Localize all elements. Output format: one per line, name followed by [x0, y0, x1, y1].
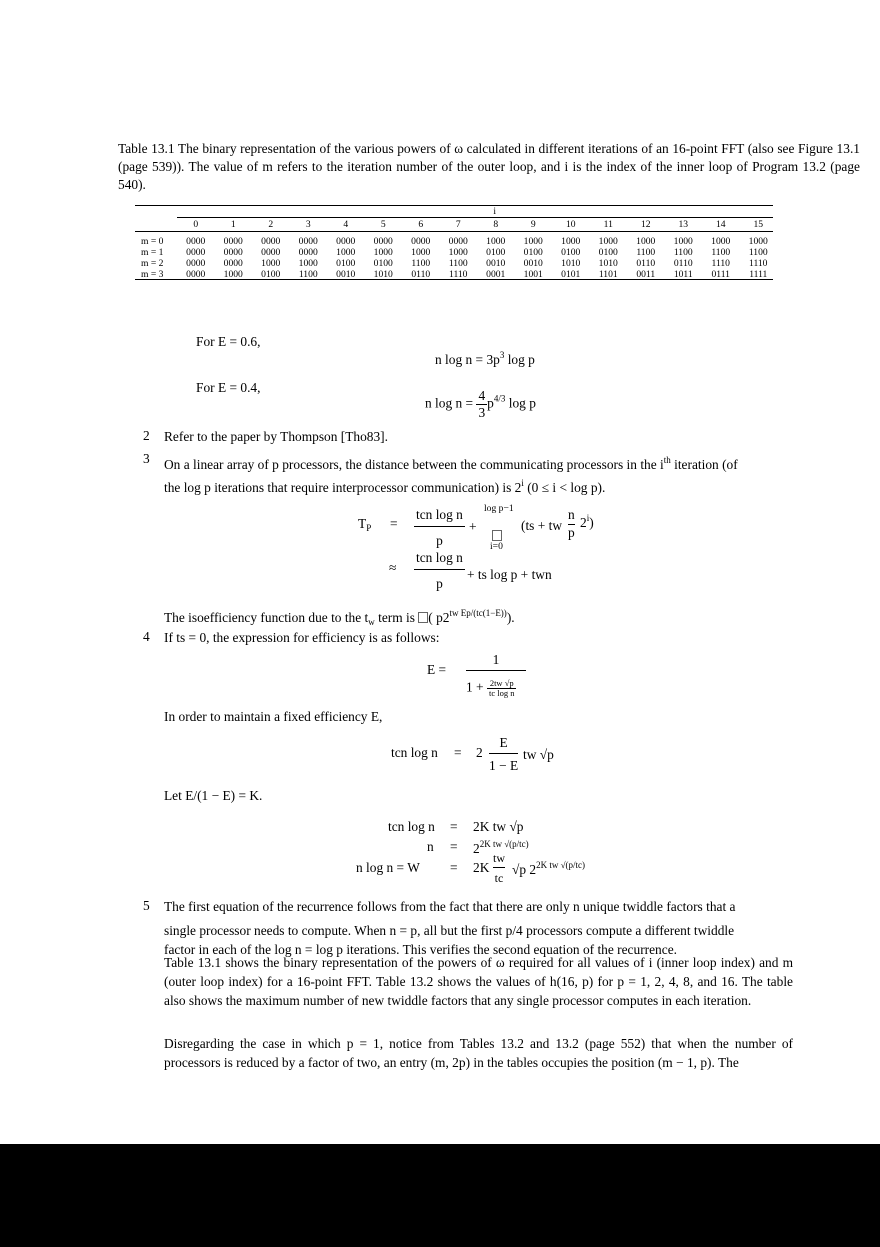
- column-header: 8: [493, 219, 499, 230]
- sys2-equals: =: [450, 839, 458, 854]
- fixed-lhs: tcn log n: [391, 745, 438, 760]
- e-den-frac-num: 2tw √p: [489, 678, 514, 688]
- sys3-frac-den: tc: [493, 867, 505, 886]
- table-cell: 1000: [561, 236, 581, 247]
- table-cell: 0100: [336, 258, 356, 269]
- table-cell: 1000: [486, 236, 506, 247]
- note-number-2: 2: [143, 428, 150, 443]
- e06-lhs: n log n = 3p: [435, 352, 500, 367]
- e04-p: p: [487, 395, 494, 411]
- table-cell: 0110: [636, 258, 656, 269]
- table-cell: 1000: [298, 258, 318, 269]
- table-cell: 1100: [411, 258, 431, 269]
- fixed-equals: =: [454, 745, 462, 760]
- column-header: 13: [678, 219, 689, 230]
- isoefficiency-text: [164, 604, 515, 631]
- table-cell: 0110: [673, 258, 693, 269]
- fixed-fraction: [489, 735, 518, 774]
- e04-fraction: [476, 388, 487, 421]
- sys3-fraction: [493, 851, 505, 886]
- tp-lhs: [358, 516, 371, 533]
- table-cell: 1000: [448, 247, 468, 258]
- table-cell: 1000: [711, 236, 731, 247]
- column-header: 0: [193, 219, 199, 230]
- table-cell: 0100: [598, 247, 618, 258]
- column-header: 15: [753, 219, 764, 230]
- e-den-frac: [487, 679, 517, 698]
- column-header: 4: [343, 219, 349, 230]
- fixed-frac-den: 1 − E: [489, 753, 518, 774]
- column-header: 1: [230, 219, 236, 230]
- table-cell: 0000: [448, 236, 468, 247]
- table-cell: 1110: [711, 258, 730, 269]
- fixed-tail: tw √p: [523, 747, 554, 762]
- note-3-text: [164, 451, 804, 497]
- approx-tail: + ts log p + twn: [467, 567, 552, 582]
- bottom-black-band: [0, 1144, 880, 1247]
- table-cell: 0100: [523, 247, 543, 258]
- sys1-equals: =: [450, 819, 458, 834]
- iso-part: The isoefficiency function due to the t: [164, 610, 369, 625]
- note-3-part: iteration (of: [670, 457, 738, 472]
- table-cell: 1010: [561, 258, 581, 269]
- sys3-base: √p 2: [512, 862, 537, 877]
- tp-frac-num: tcn log n: [416, 507, 463, 522]
- column-header: 11: [603, 219, 613, 230]
- table-caption: Table 13.1 The binary representation of the various powers of ω calculated in different iterations of an 16-point FFT (also see Figure 13.1 (page 539)). The value of m refers to the iteration number of the outer loop, and i is the index of the inner loop of Program 13.2 (page 540).: [118, 141, 860, 192]
- table-cell: 0000: [261, 247, 281, 258]
- sum-term: (ts + tw: [521, 518, 563, 533]
- iso-part: ).: [506, 610, 515, 625]
- table-cell: 0000: [186, 247, 206, 258]
- table-cell: 1000: [673, 236, 693, 247]
- column-header: 5: [380, 219, 386, 230]
- sum-frac-num: n: [568, 507, 575, 522]
- sum-lower-limit: i=0: [490, 541, 503, 552]
- table-cell: 0100: [373, 258, 393, 269]
- table-cell: 0100: [561, 247, 581, 258]
- column-header: 3: [305, 219, 311, 230]
- table-cell: 0000: [261, 236, 281, 247]
- note-5-line-3: factor in each of the log n = log p iterations. This verifies the second equation of the recurrence.: [164, 942, 677, 957]
- note-3-sup: i: [521, 478, 524, 488]
- missing-glyph-icon: [492, 530, 502, 541]
- note-number-3: 3: [143, 451, 150, 466]
- table-row: [135, 236, 773, 247]
- column-header: 7: [455, 219, 461, 230]
- table-cell: 0010: [486, 258, 506, 269]
- note-4-text: If ts = 0, the expression for efficiency is as follows:: [164, 630, 440, 645]
- table-cell: 1100: [748, 247, 768, 258]
- note-3-sup: th: [663, 455, 671, 465]
- note-number-5: 5: [143, 898, 150, 913]
- table-cell: 1000: [636, 236, 656, 247]
- table-cell: 1000: [373, 247, 393, 258]
- sys3-frac-num: tw: [493, 851, 505, 865]
- sys3-tail: [512, 860, 585, 878]
- table-cell: 0010: [523, 258, 543, 269]
- table-cell: 1110: [749, 258, 768, 269]
- table-cell: 1100: [711, 247, 731, 258]
- e04-equation: [425, 388, 536, 421]
- binary-powers-table: [135, 205, 773, 281]
- table-row: [135, 247, 773, 258]
- sys3-lhs: n log n = W: [356, 860, 420, 875]
- table-cell: 1000: [411, 247, 431, 258]
- column-header: 6: [418, 219, 424, 230]
- table-cell: 0000: [223, 247, 243, 258]
- table-cell: 1100: [673, 247, 693, 258]
- sum-fraction: [568, 507, 575, 541]
- iso-part: ( p2: [428, 610, 450, 625]
- column-header: 10: [565, 219, 576, 230]
- table-cell: 1101: [598, 269, 618, 280]
- table-group-header: [135, 206, 773, 217]
- e04-label: For E = 0.4,: [196, 380, 261, 395]
- sum-frac-den: p: [568, 525, 575, 540]
- table-row: [135, 258, 773, 269]
- table-cell: 0100: [261, 269, 281, 280]
- sys1-lhs: tcn log n: [388, 819, 435, 834]
- iso-sub: w: [368, 617, 375, 627]
- sys2-base: 2: [473, 841, 480, 856]
- e04-tail: log p: [505, 395, 536, 411]
- column-header: 9: [530, 219, 536, 230]
- table-cell: 0000: [298, 236, 318, 247]
- sys1-rhs: 2K tw √p: [473, 819, 524, 834]
- paragraph-table-explanation: Table 13.1 shows the binary representation of the powers of ω required for all values of i (inner loop index) and m (outer loop index) for a 16-point FFT. Table 13.2 shows the values of h(16, p) for p = 1, 2, 4, 8, and 16. The table also shows the maximum number of new twiddle factors that any single processor computes in each iteration.: [164, 955, 793, 1008]
- e-lhs: E =: [427, 662, 447, 677]
- tp-subscript: P: [366, 523, 372, 533]
- sum-exp: i: [586, 513, 590, 523]
- approx-fraction: [414, 550, 465, 592]
- table-cell: 1100: [448, 258, 468, 269]
- table-cell: 0000: [186, 269, 206, 280]
- table-cell: 0011: [636, 269, 656, 280]
- e06-exponent: 3: [499, 350, 505, 360]
- iso-exponent: tw Ep/(tc(1−E)): [449, 608, 507, 618]
- sum-tail: [580, 513, 594, 531]
- table-cell: 0000: [186, 236, 206, 247]
- e06-label: For E = 0.6,: [196, 334, 261, 349]
- table-cell: 1010: [598, 258, 618, 269]
- table-header-rule: [135, 231, 773, 232]
- table-bottom-rule: [135, 279, 773, 280]
- let-k-text: Let E/(1 − E) = K.: [164, 788, 263, 803]
- sum-two: 2: [580, 515, 587, 530]
- e04-exponent: 4/3: [493, 393, 506, 404]
- table-cell: 0010: [336, 269, 356, 280]
- table-cell: 0000: [373, 236, 393, 247]
- fixed-efficiency-text: In order to maintain a fixed efficiency E,: [164, 709, 383, 724]
- column-header: 12: [640, 219, 651, 230]
- e04-lhs: n log n =: [425, 395, 474, 411]
- tp-plus: +: [469, 519, 477, 534]
- e04-num: 4: [478, 388, 486, 403]
- e06-tail: log p: [504, 352, 535, 367]
- sys2-exponent: 2K tw √(p/tc): [479, 839, 529, 849]
- sum-upper-limit: log p−1: [484, 503, 514, 514]
- table-cell: 1000: [523, 236, 543, 247]
- note-3-part: On a linear array of p processors, the distance between the communicating processors in the i: [164, 457, 664, 472]
- e-fraction: [466, 652, 526, 698]
- table-cell: 1000: [336, 247, 356, 258]
- table-header-row: [135, 219, 773, 230]
- note-5-line-1: The first equation of the recurrence follows from the fact that there are only n unique twiddle factors that a: [164, 899, 736, 914]
- approx-frac-den: p: [414, 569, 465, 592]
- row-label: m = 3: [141, 269, 164, 280]
- row-label: m = 0: [141, 236, 164, 247]
- column-header: 14: [715, 219, 726, 230]
- table-cell: 1001: [523, 269, 543, 280]
- fixed-frac-num: E: [499, 735, 508, 750]
- tp-symbol: T: [358, 516, 367, 531]
- sys2-lhs: n: [427, 839, 434, 854]
- e06-equation: [435, 350, 535, 368]
- table-cell: 0100: [486, 247, 506, 258]
- note-5-line-2: single processor needs to compute. When n = p, all but the first p/4 processors compute a different twiddle: [164, 923, 735, 938]
- table-cell: 1111: [749, 269, 768, 280]
- e-frac-num: 1: [492, 652, 500, 667]
- table-cell: 1000: [261, 258, 281, 269]
- e-den-frac-den: tc log n: [488, 688, 515, 698]
- e04-den: 3: [478, 405, 486, 420]
- table-cell: 1011: [673, 269, 693, 280]
- table-cell: 0000: [223, 236, 243, 247]
- note-number-4: 4: [143, 629, 150, 644]
- table-cell: 0110: [411, 269, 431, 280]
- tp-equals: =: [390, 516, 398, 531]
- table-cell: 0001: [486, 269, 506, 280]
- table-cell: 1000: [598, 236, 618, 247]
- table-cell: 1000: [748, 236, 768, 247]
- e-den-one-plus: 1 +: [466, 679, 484, 695]
- table-cell: 0000: [411, 236, 431, 247]
- e-frac-den: [466, 670, 526, 698]
- row-label: m = 1: [141, 247, 164, 258]
- table-group-rule: [177, 217, 773, 218]
- table-cell: 0000: [186, 258, 206, 269]
- note-3-part: (0 ≤ i < log p).: [523, 480, 606, 495]
- note-3-part: the log p iterations that require interprocessor communication) is 2: [164, 480, 522, 495]
- row-label: m = 2: [141, 258, 164, 269]
- tp-fraction: [414, 507, 465, 549]
- approx-sign: ≈: [389, 560, 397, 575]
- column-header: 2: [268, 219, 274, 230]
- paragraph-disregarding: Disregarding the case in which p = 1, notice from Tables 13.2 and 13.2 (page 552) that when the number of processors is reduced by a factor of two, an entry (m, 2p) in the tables occupies the position (m − 1, p). The: [164, 1036, 793, 1070]
- fixed-two: 2: [476, 745, 483, 760]
- note-2-text: Refer to the paper by Thompson [Tho83].: [164, 429, 388, 444]
- table-cell: 0111: [711, 269, 730, 280]
- table-cell: 0101: [561, 269, 581, 280]
- sys3-equals: =: [450, 860, 458, 875]
- iso-part: term is: [374, 610, 419, 625]
- table-cell: 1010: [373, 269, 393, 280]
- table-cell: 1100: [298, 269, 318, 280]
- tp-frac-den: p: [414, 526, 465, 549]
- sys3-exponent: 2K tw √(p/tc): [536, 860, 586, 870]
- column-group-label: i: [493, 206, 497, 217]
- missing-glyph-icon: [418, 612, 428, 623]
- table-cell: 0000: [298, 247, 318, 258]
- sys3-two-k: 2K: [473, 860, 490, 875]
- sum-close-paren: ): [589, 515, 594, 530]
- table-cell: 0000: [223, 258, 243, 269]
- approx-frac-num: tcn log n: [416, 550, 463, 565]
- table-cell: 1000: [223, 269, 243, 280]
- table-cell: 1100: [636, 247, 656, 258]
- table-cell: 1110: [449, 269, 468, 280]
- table-cell: 0000: [336, 236, 356, 247]
